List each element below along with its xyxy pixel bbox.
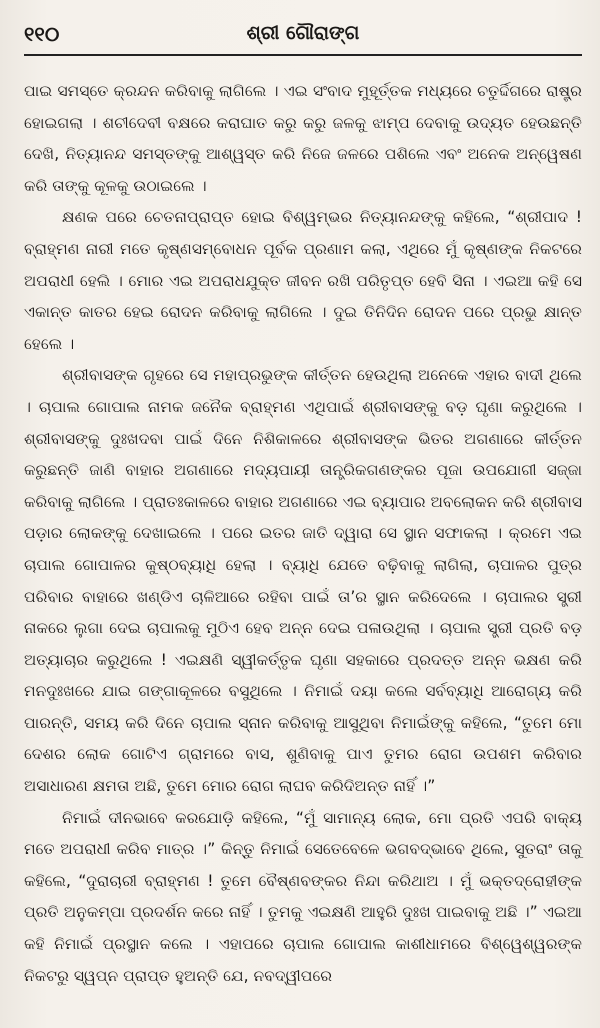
paragraph: ନିମାଇଁ ଦୀନଭାବେ କରଯୋଡ଼ି କହିଲେ, “ମୁଁ ସାମାନ୍ୟ ଲୋକ, ମୋ ପ୍ରତି ଏପରି ବାକ୍ୟ ମତେ ଅପରାଧୀ କରିବ ମାତ୍ର ।” କିନ୍ତୁ ନିମାଇଁ ସେତେବେଳେ ଭଗବଦ୍‌ଭାବେ ଥିଲେ, ସୁତରାଂ ତାକୁ କହିଲେ, “ଦୁରାଚାରୀ ବ୍ରାହ୍ମଣ ! ତୁମେ ବୈଷ୍ଣବଙ୍କର ନିନ୍ଦା କରିଥାଅ । ମୁଁ ଭକ୍ତଦ୍ରୋହୀଙ୍କ ପ୍ରତି ଅନୁକମ୍ପା ପ୍ରଦର୍ଶନ କରେ ନାହିଁ । ତୁମକୁ ଏଇକ୍ଷଣି ଆହୁରି ଦୁଃଖ ପାଇବାକୁ ଅଛି ।” ଏଇଆ କହି ନିମାଇଁ ପ୍ରସ୍ଥାନ କଲେ । ଏହାପରେ ଚାପାଲ ଗୋପାଲ କାଶୀଧାମରେ ବିଶ୍ୱେଶ୍ୱରଙ୍କ ନିକଟରୁ ସ୍ୱପ୍ନ ପ୍ରାପ୍ତ ହୁଅନ୍ତି ଯେ, ନବଦ୍ୱୀପରେ	[24, 808, 582, 985]
running-title: ଶ୍ରୀ ଗୌରାଙ୍ଗ	[246, 22, 360, 44]
paragraph: କ୍ଷଣକ ପରେ ଚେତନାପ୍ରାପ୍ତ ହୋଇ ବିଶ୍ୱମ୍ଭର ନିତ୍ୟାନନ୍ଦଙ୍କୁ କହିଲେ, “ଶ୍ରୀପାଦ ! ବ୍ରାହ୍ମଣ ନାରୀ ମତେ କୃଷ୍ଣସମ୍ବୋଧନ ପୂର୍ବକ ପ୍ରଣାମ କଲା, ଏଥିରେ ମୁଁ କୃଷ୍ଣଙ୍କ ନିକଟରେ ଅପରାଧୀ ହେଲି । ମୋର ଏଇ ଅପରାଧଯୁକ୍ତ ଜୀବନ ରଖି ପରିତୃପ୍ତ ହେବି ସିନା । ଏଇଆ କହି ସେ ଏକାନ୍ତ କାତର ହେଇ ରୋଦନ କରିବାକୁ ଲାଗିଲେ । ଦୁଇ ତିନିଦିନ ରୋଦନ ପରେ ପ୍ରଭୁ କ୍ଷାନ୍ତ ହେଲେ ।	[24, 208, 582, 353]
paragraph: ପାଇ ସମସ୍ତେ କ୍ରନ୍ଦନ କରିବାକୁ ଲାଗିଲେ । ଏଇ ସଂବାଦ ମୁହୂର୍ତ୍ତକ ମଧ୍ୟରେ ଚତୁର୍ଦ୍ଦିଗରେ ରାଷ୍ଟ୍ର ହୋଇଗଲା । ଶଚୀଦେବୀ ବକ୍ଷରେ କରାଘାତ କରୁ କରୁ ଜଳକୁ ଝାମ୍ପ ଦେବାକୁ ଉଦ୍ୟତ ହେଉଛନ୍ତି ଦେଖି, ନିତ୍ୟାନନ୍ଦ ସମସ୍ତଙ୍କୁ ଆଶ୍ୱସ୍ତ କରି ନିଜେ ଜଳରେ ପଶିଲେ ଏବଂ ଅନେକ ଅନ୍ୱେଷଣ କରି ତାଙ୍କୁ କୂଳକୁ ଉଠାଇଲେ ।	[24, 82, 582, 195]
page-header	[24, 20, 582, 56]
page-number: ୧୧୦	[24, 22, 60, 46]
body-text	[24, 76, 582, 992]
paragraph: ଶ୍ରୀବାସଙ୍କ ଗୃହରେ ସେ ମହାପ୍ରଭୁଙ୍କ କୀର୍ତ୍ତନ ହେଉଥିଲା ଅନେକେ ଏହାର ବାଦୀ ଥିଲେ । ଚାପାଲ ଗୋପାଲ ନାମକ ଜନୈକ ବ୍ରାହ୍ମଣ ଏଥିପାଇଁ ଶ୍ରୀବାସଙ୍କୁ ବଡ଼ ଘୃଣା କରୁଥିଲେ । ଶ୍ରୀବାସଙ୍କୁ ଦୁଃଖଦବା ପାଇଁ ଦିନେ ନିଶିକାଳରେ ଶ୍ରୀବାସଙ୍କ ଭିତର ଅଗଣାରେ କୀର୍ତ୍ତନ କରୁଛନ୍ତି ଜାଣି ବାହାର ଅଗଣାରେ ମଦ୍ୟପାୟୀ ତାନ୍ତ୍ରିକଗଣଙ୍କର ପୂଜା ଉପଯୋଗୀ ସଜ୍ଜା କରିବାକୁ ଲାଗିଲେ । ପ୍ରାତଃକାଳରେ ବାହାର ଅଗଣାରେ ଏଇ ବ୍ୟାପାର ଅବଲୋକନ କରି ଶ୍ରୀବାସ ପଡ଼ାର ଲୋକଙ୍କୁ ଦେଖାଇଲେ । ପରେ ଇତର ଜାତି ଦ୍ୱାରା ସେ ସ୍ଥାନ ସଫାକଲା । କ୍ରମେ ଏଇ ଚାପାଲ ଗୋପାଳର କୁଷ୍ଠବ୍ୟାଧି ହେଲା । ବ୍ୟାଧି ଯେତେ ବଢ଼ିବାକୁ ଲାଗିଲା, ଚାପାଳର ପୁତ୍ର ପରିବାର ବାହାରେ ଖଣ୍ଡିଏ ଚାଳିଆରେ ରହିବା ପାଇଁ ତା’ର ସ୍ଥାନ କରିଦେଲେ । ଚାପାଲର ସ୍ତ୍ରୀ ନାକରେ ଲୁଗା ଦେଇ ଚାପାଲକୁ ମୁଠିଏ ହେବ ଅନ୍ନ ଦେଇ ପଳାଉଥିଲା । ଚାପାଲ ସ୍ତ୍ରୀ ପ୍ରତି ବଡ଼ ଅତ୍ୟାଚାର କରୁଥିଲେ ! ଏଇକ୍ଷଣି ସ୍ୱୀକର୍ତ୍ତୃକ ଘୃଣା ସହକାରେ ପ୍ରଦତ୍ତ ଅନ୍ନ ଭକ୍ଷଣ କରି ମନଦୁଃଖରେ ଯାଇ ଗଙ୍ଗାକୂଳରେ ବସୁଥିଲେ । ନିମାଇଁ ଦୟା କଲେ ସର୍ବବ୍ୟାଧି ଆରୋଗ୍ୟ କରି ପାରନ୍ତି, ସମୟ କରି ଦିନେ ଚାପାଲ ସ୍ନାନ କରିବାକୁ ଆସୁଥିବା ନିମାଇଁଙ୍କୁ କହିଲେ, “ତୁମେ ମୋ ଦେଶର ଲୋକ ଗୋଟିଏ ଗ୍ରାମରେ ବାସ, ଶୁଣିବାକୁ ପାଏ ତୁମର ରୋଗ ଉପଶମ କରିବାର ଅସାଧାରଣ କ୍ଷମତା ଅଛି, ତୁମେ ମୋର ରୋଗ ଲାଘବ କରିଦିଅନ୍ତ ନାହିଁ ।”	[24, 366, 582, 796]
